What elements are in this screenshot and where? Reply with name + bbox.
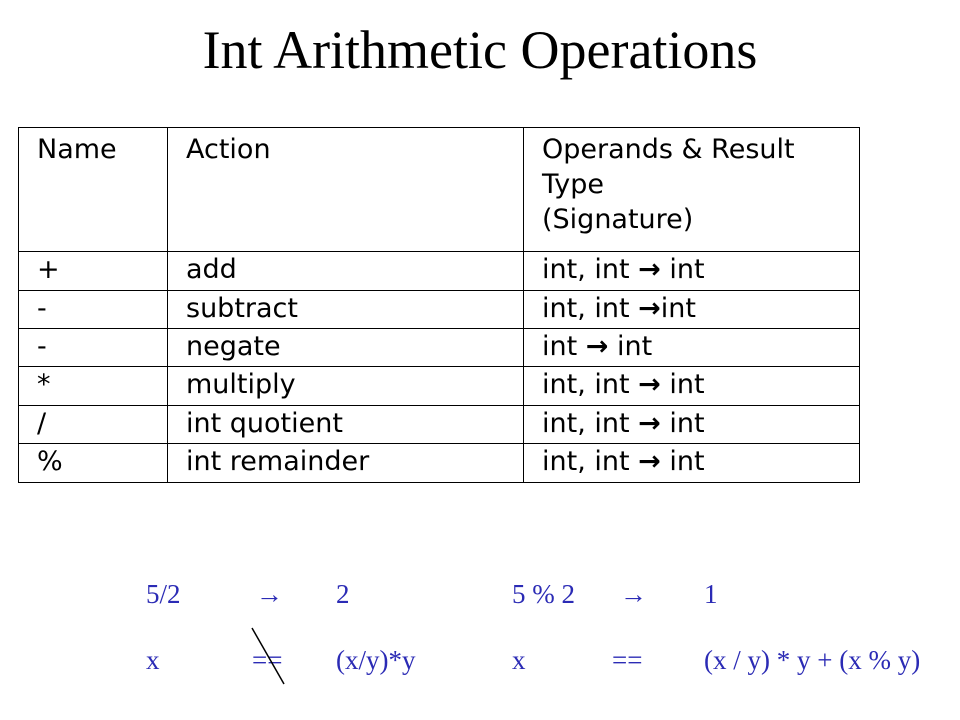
example-expression: (x / y) * y + (x % y) <box>704 645 921 675</box>
header-signature-line: Operands & Result <box>542 134 795 165</box>
header-name: Name <box>19 128 168 252</box>
right-arrow-icon: → <box>638 407 661 439</box>
example-expression: (x/y)*y <box>336 645 416 675</box>
operator-cell: * <box>19 367 168 405</box>
action-cell: int remainder <box>168 444 524 483</box>
operator-cell: / <box>19 405 168 443</box>
signature-operands: int <box>542 331 586 362</box>
right-arrow-icon: → <box>620 579 647 609</box>
operator-cell: - <box>19 329 168 367</box>
signature-operands: int, int <box>542 407 639 439</box>
signature-result: int <box>660 369 705 401</box>
operator-cell: - <box>19 290 168 328</box>
example-expression: x <box>512 645 526 675</box>
example-expression: x <box>146 645 160 675</box>
action-cell: negate <box>168 329 524 367</box>
slide-title: Int Arithmetic Operations <box>202 20 758 80</box>
not-equal-strike-icon <box>248 626 288 686</box>
action-cell: multiply <box>168 367 524 405</box>
right-arrow-icon: → <box>638 254 661 286</box>
right-arrow-icon: → <box>585 331 609 362</box>
action-cell: int quotient <box>168 405 524 443</box>
signature-result: int <box>660 407 705 439</box>
equality-operator: == <box>252 645 283 675</box>
example-expression: 5 % 2 <box>512 579 575 609</box>
equality-operator: == <box>612 645 643 675</box>
signature-operands: int, int <box>542 254 639 286</box>
action-cell: add <box>168 252 524 290</box>
header-signature-line: Type <box>542 169 605 200</box>
signature-operands: int, int <box>542 369 639 401</box>
signature-result: int <box>660 292 696 324</box>
header-signature-line: (Signature) <box>542 204 694 235</box>
operator-cell: + <box>19 252 168 290</box>
example-result: 1 <box>704 579 718 609</box>
signature-operands: int, int <box>542 446 639 478</box>
right-arrow-icon: → <box>638 369 661 401</box>
example-expression: 5/2 <box>146 579 181 609</box>
action-cell: subtract <box>168 290 524 328</box>
header-action: Action <box>168 128 524 252</box>
signature-operands: int, int <box>542 292 639 324</box>
operator-cell: % <box>19 444 168 483</box>
example-result: 2 <box>336 579 350 609</box>
signature-result: int <box>660 254 705 286</box>
signature-result: int <box>660 446 705 478</box>
signature-result: int <box>608 331 653 362</box>
right-arrow-icon: → <box>638 446 661 478</box>
right-arrow-icon: → <box>256 579 283 609</box>
right-arrow-icon: → <box>638 292 661 324</box>
